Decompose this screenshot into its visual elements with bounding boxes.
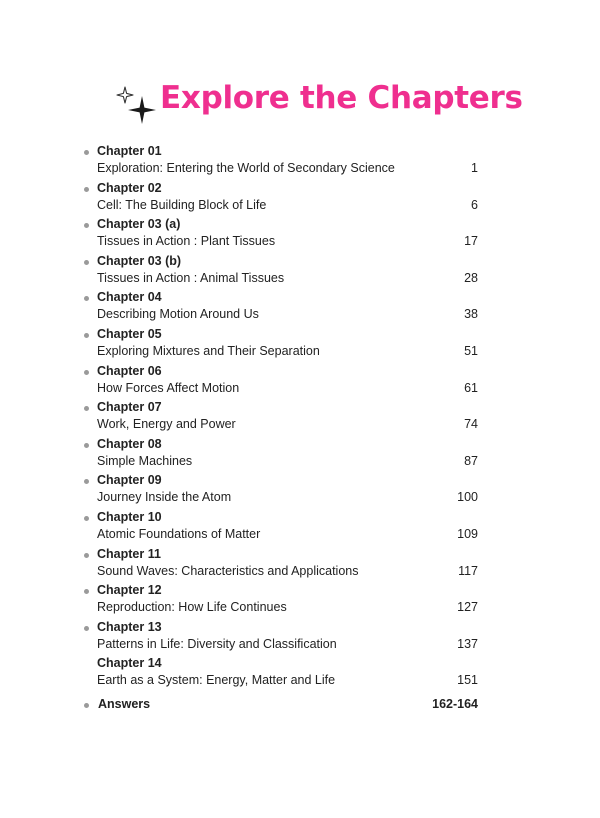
page-title: Explore the Chapters [160, 80, 523, 116]
bullet-icon [84, 553, 89, 558]
chapter-number: Chapter 12 [97, 583, 162, 598]
toc-entry[interactable] [80, 618, 480, 655]
chapter-number: Chapter 01 [97, 144, 162, 158]
chapter-title: Tissues in Action : Animal Tissues [97, 270, 285, 285]
toc-entry[interactable] [80, 325, 480, 362]
page-number: 74 [464, 417, 478, 432]
table-of-contents [80, 142, 480, 691]
toc-entry[interactable] [80, 398, 480, 435]
bullet-icon [84, 589, 89, 594]
chapter-number: Chapter 04 [97, 290, 162, 305]
chapter-title: Exploring Mixtures and Their Separation [97, 343, 320, 358]
chapter-number: Chapter 02 [97, 180, 162, 195]
page-number: 51 [464, 343, 478, 358]
chapter-title: Cell: The Building Block of Life [97, 197, 267, 212]
page-number: 137 [457, 636, 478, 651]
toc-entry[interactable] [80, 435, 480, 472]
toc-entry[interactable] [80, 362, 480, 399]
bullet-icon [84, 223, 89, 228]
page-header [112, 78, 532, 134]
chapter-title: Atomic Foundations of Matter [97, 526, 261, 541]
toc-entry[interactable] [80, 252, 480, 289]
page-number: 61 [464, 380, 478, 395]
toc-entry[interactable] [80, 142, 480, 179]
toc-entry[interactable] [80, 288, 480, 325]
chapter-number: Chapter 08 [97, 436, 162, 451]
toc-entry[interactable] [80, 654, 480, 691]
chapter-number: Chapter 03 (b) [97, 253, 182, 268]
page-number: 6 [471, 197, 478, 212]
chapter-number: Chapter 05 [97, 326, 162, 341]
page-number: 28 [464, 270, 478, 285]
chapter-title: Describing Motion Around Us [97, 307, 259, 322]
bullet-icon [84, 626, 89, 631]
chapter-number: Chapter 09 [97, 473, 162, 488]
toc-entry[interactable] [80, 508, 480, 545]
answers-page: 162-164 [432, 697, 478, 711]
chapter-title: Sound Waves: Characteristics and Applications [97, 563, 359, 578]
toc-entry[interactable] [80, 215, 480, 252]
answers-entry[interactable] [80, 697, 480, 719]
chapter-number: Chapter 10 [97, 509, 162, 524]
page-number: 117 [458, 563, 478, 578]
bullet-icon [84, 703, 89, 708]
bullet-icon [84, 260, 89, 265]
sparkle-icon [112, 84, 158, 130]
chapter-title: Work, Energy and Power [97, 417, 236, 432]
chapter-title: Journey Inside the Atom [97, 490, 232, 505]
toc-entry[interactable] [80, 179, 480, 216]
chapter-number: Chapter 07 [97, 400, 162, 415]
chapter-title: Tissues in Action : Plant Tissues [97, 234, 276, 249]
chapter-number: Chapter 11 [97, 546, 161, 561]
page-number: 38 [464, 307, 478, 322]
bullet-icon [84, 150, 89, 155]
chapter-title: Simple Machines [97, 453, 193, 468]
page-number: 127 [457, 600, 478, 615]
bullet-icon [84, 333, 89, 338]
bullet-icon [84, 443, 89, 448]
toc-entry[interactable] [80, 545, 480, 582]
bullet-icon [84, 187, 89, 192]
chapter-title: How Forces Affect Motion [97, 380, 240, 395]
chapter-number: Chapter 06 [97, 363, 162, 378]
answers-label: Answers [98, 697, 151, 711]
page-number: 1 [471, 161, 478, 175]
page-number: 17 [464, 234, 478, 249]
chapter-number: Chapter 03 (a) [97, 217, 181, 232]
bullet-icon [84, 370, 89, 375]
chapter-number: Chapter 14 [97, 656, 162, 671]
bullet-icon [84, 296, 89, 301]
chapter-title: Exploration: Entering the World of Secondary Science [97, 161, 395, 175]
bullet-icon [84, 479, 89, 484]
chapter-title: Patterns in Life: Diversity and Classification [97, 636, 337, 651]
toc-entry[interactable] [80, 471, 480, 508]
chapter-title: Earth as a System: Energy, Matter and Life [97, 673, 336, 688]
bullet-icon [84, 406, 89, 411]
chapter-title: Reproduction: How Life Continues [97, 600, 287, 615]
toc-entry[interactable] [80, 581, 480, 618]
bullet-icon [84, 516, 89, 521]
page-number: 109 [457, 526, 478, 541]
page-number: 100 [457, 490, 478, 505]
page-number: 151 [457, 673, 478, 688]
chapter-number: Chapter 13 [97, 619, 162, 634]
page-number: 87 [464, 453, 478, 468]
